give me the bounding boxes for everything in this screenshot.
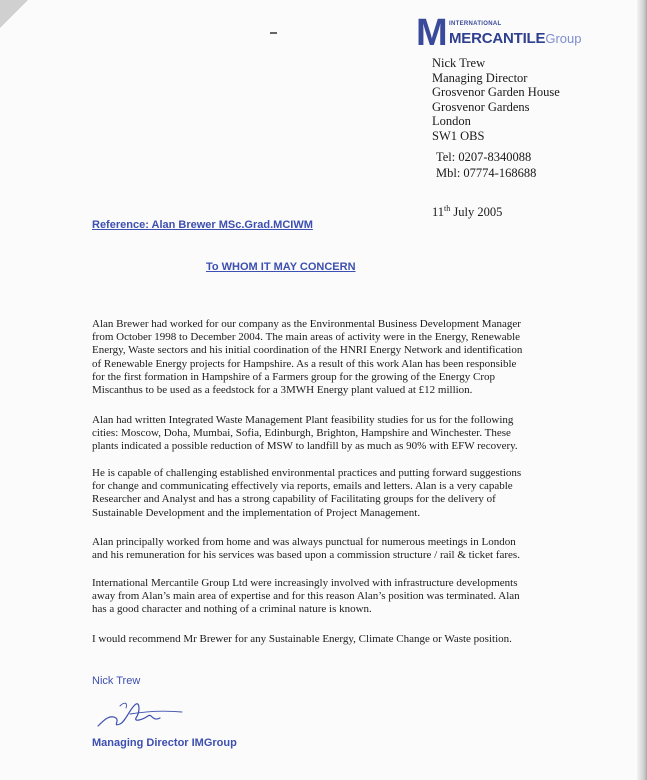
paragraph-line: from October 1998 to December 2004. The main areas of activity were in the Energy, Renewable [92,331,521,344]
address-line: Nick Trew [432,56,486,70]
body-paragraph [92,577,520,617]
paragraph-line: I would recommend Mr Brewer for any Sustainable Energy, Climate Change or Waste position. [92,633,512,645]
body-paragraph [92,414,518,454]
paragraph-line: Energy, Waste sectors and his initial coordination of the HNRI Energy Network and identification [92,344,523,357]
paragraph-line: He is capable of challenging established environmental practices and putting forward suggestions [92,467,522,479]
address-line: SW1 OBS [432,128,485,143]
logo-international: INTERNATIONAL [449,21,502,27]
address-line: London [432,114,471,128]
signatory-title: Managing Director IMGroup [92,737,237,749]
signatory-name: Nick Trew [92,675,141,687]
handwritten-signature [90,694,200,734]
paragraph-line: International Mercantile Group Ltd were increasingly involved with infrastructure developments [92,577,518,589]
logo-mark: M [416,12,446,54]
body-paragraph [92,467,521,520]
scan-mark [270,32,277,34]
paragraph-line: for the first formation in Hampshire of a Farmers group for the growing of the Energy Crop [92,370,496,383]
paragraph-line: has a good character and nothing of a criminal nature is known. [92,603,372,616]
date-rest: July 2005 [450,205,503,220]
logo-mercantile: MERCANTILE [449,30,546,47]
body-paragraph [92,318,522,397]
paragraph-line: for change and communicating effectively via reports, emails and letters. Alan is a very capable [92,480,513,493]
date-day: 11 [432,205,445,220]
logo-group: Group [545,31,582,46]
company-logo [416,12,582,54]
paragraph-line: and his remuneration for his services was based upon a commission structure / rail & ticket fares. [92,549,520,562]
paragraph-line: cities: Moscow, Doha, Mumbai, Sofia, Edinburgh, Brighton, Hampshire and Winchester. These [92,427,511,440]
paragraph-line: Alan Brewer had worked for our company as the Environmental Business Development Manager [92,318,521,330]
scan-corner-shadow [0,0,28,28]
paragraph-line: Alan had written Integrated Waste Management Plant feasibility studies for us for the following [92,414,514,426]
paragraph-line: away from Alan’s main area of expertise and for this reason Alan’s position was terminated. Alan [92,590,520,603]
mobile: Mbl: 07774-168688 [436,166,537,180]
paragraph-line: Sustainable Development and the implementation of Project Management. [92,506,421,519]
paragraph-line: Miscanthus to be used as a feedstock for a 3MWH Energy plant valued at £12 million. [92,384,473,397]
paragraph-line: Researcher and Analyst and has a strong capability of Facilitating groups for the delivery of [92,493,496,506]
sender-address [432,56,560,143]
letter-date [432,204,502,220]
reference-line: Reference: Alan Brewer MSc.Grad.MCIWM [92,219,313,231]
address-line: Grosvenor Gardens [432,99,530,114]
paragraph-line: plants indicated a possible reduction of MSW to landfill by as much as 90% with EFW recovery. [92,440,518,453]
paragraph-line: of Renewable Energy projects for Hampshire. As a result of this work Alan has been responsible [92,357,517,370]
telephone: Tel: 0207-8340088 [436,150,532,164]
date-suffix: th [444,204,451,213]
address-line: Grosvenor Garden House [432,85,560,99]
logo-wordmark [449,30,581,47]
paragraph-line: Alan principally worked from home and was always punctual for numerous meetings in London [92,536,516,548]
body-paragraph [92,536,520,562]
sender-contact [436,149,536,181]
address-line: Managing Director [432,70,528,85]
salutation: To WHOM IT MAY CONCERN [206,261,356,273]
scan-edge-shadow [637,0,647,780]
body-paragraph [92,633,512,646]
